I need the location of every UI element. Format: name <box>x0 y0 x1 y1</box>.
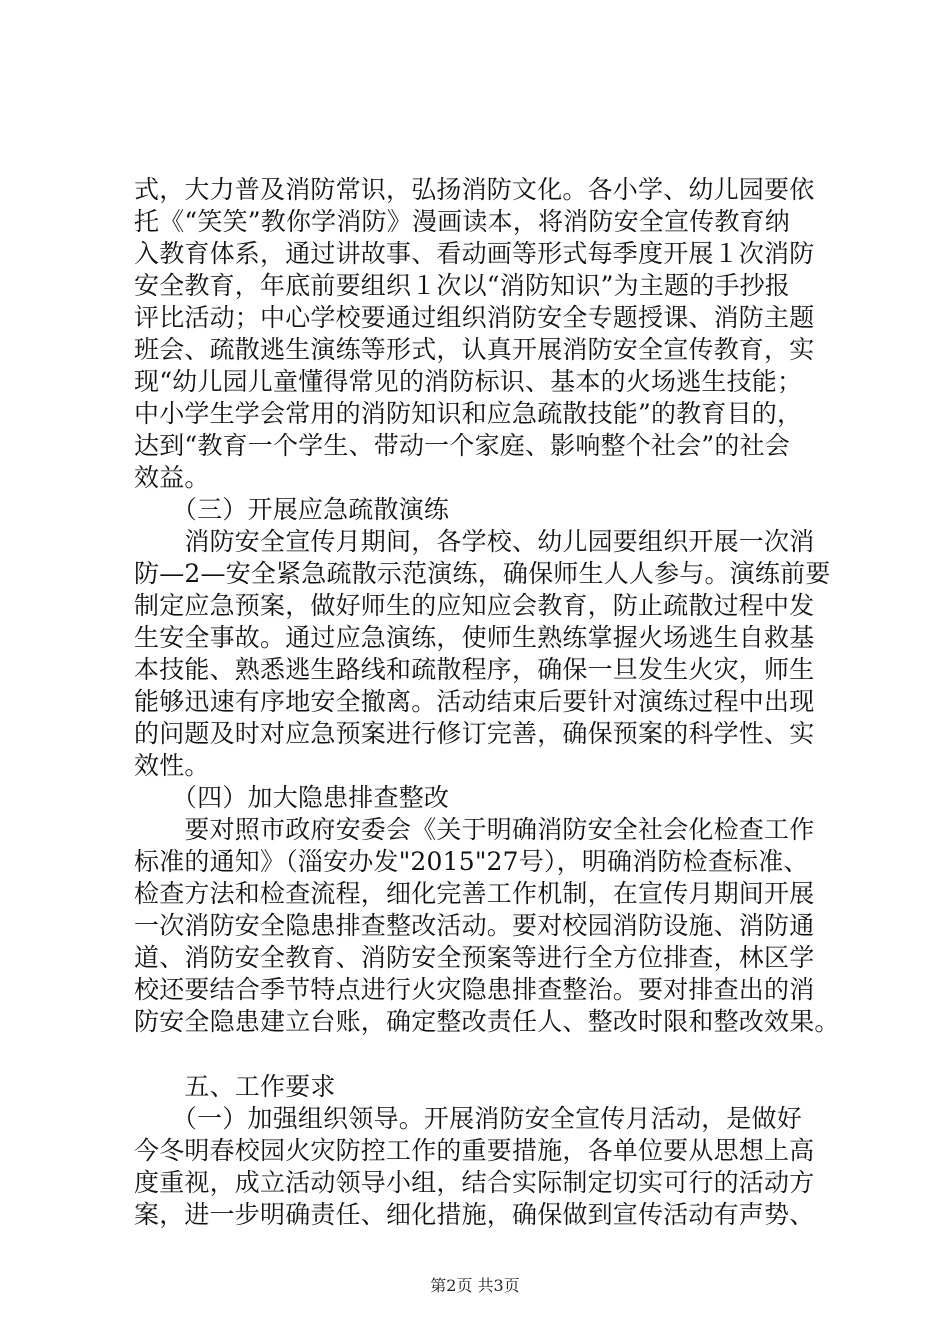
text-line: 检查方法和检查流程，细化完善工作机制，在宣传月期间开展 <box>134 879 815 908</box>
text-line: 式，大力普及消防常识，弘扬消防文化。各小学、幼儿园要依 <box>134 175 815 204</box>
text-line: 校还要结合季节特点进行火灾隐患排查整治。要对排查出的消 <box>134 975 815 1004</box>
text-line: 入教育体系，通过讲故事、看动画等形式每季度开展１次消防 <box>134 239 815 268</box>
text-line: 安全教育，年底前要组织１次以“消防知识”为主题的手抄报 <box>134 271 790 300</box>
paragraph-gap <box>134 1038 834 1071</box>
section-heading: （四）加大隐患排查整改 <box>134 783 450 812</box>
text-line: 防安全隐患建立台账，确定整改责任人、整改时限和整改效果。 <box>134 1007 840 1036</box>
text-line: 达到“教育一个学生、带动一个家庭、影响整个社会”的社会 <box>134 431 790 460</box>
text-line: （一）加强组织领导。开展消防安全宣传月活动，是做好 <box>134 1104 802 1133</box>
text-line: 防—2—安全紧急疏散示范演练，确保师生人人参与。演练前要 <box>134 559 831 588</box>
section-heading: （三）开展应急疏散演练 <box>134 495 450 524</box>
text-line: 本技能、熟悉逃生路线和疏散程序，确保一旦发生火灾，师生 <box>134 655 815 684</box>
text-line: 案，进一步明确责任、细化措施，确保做到宣传活动有声势、 <box>134 1200 815 1229</box>
text-line: 道、消防安全教育、消防安全预案等进行全方位排查，林区学 <box>134 943 815 972</box>
text-line: 生安全事故。通过应急演练，使师生熟练掌握火场逃生自救基 <box>134 623 815 652</box>
text-line: 托《“笑笑”教你学消防》漫画读本，将消防安全宣传教育纳 <box>134 207 790 236</box>
text-line: 标准的通知》（淄安办发"2015"27号），明确消防检查标准、 <box>134 847 809 876</box>
text-line: 制定应急预案，做好师生的应知应会教育，防止疏散过程中发 <box>134 591 815 620</box>
text-line: 班会、疏散逃生演练等形式，认真开展消防安全宣传教育，实 <box>134 335 815 364</box>
text-line: 的问题及时对应急预案进行修订完善，确保预案的科学性、实 <box>134 719 815 748</box>
text-line: 效益。 <box>134 463 210 492</box>
text-line: 度重视，成立活动领导小组，结合实际制定切实可行的活动方 <box>134 1168 815 1197</box>
text-line: 效性。 <box>134 751 210 780</box>
text-line: 消防安全宣传月期间，各学校、幼儿园要组织开展一次消 <box>134 527 815 556</box>
text-line: 中小学生学会常用的消防知识和应急疏散技能”的教育目的， <box>134 399 803 428</box>
text-line: 评比活动；中心学校要通过组织消防安全专题授课、消防主题 <box>134 303 815 332</box>
text-line: 今冬明春校园火灾防控工作的重要措施，各单位要从思想上高 <box>134 1136 815 1165</box>
document-body <box>134 174 840 1231</box>
page-footer: 第2页 共3页 <box>430 1276 520 1295</box>
text-line: 要对照市政府安委会《关于明确消防安全社会化检查工作 <box>134 815 815 844</box>
text-line: 一次消防安全隐患排查整改活动。要对校园消防设施、消防通 <box>134 911 815 940</box>
text-line: 能够迅速有序地安全撤离。活动结束后要针对演练过程中出现 <box>134 687 815 716</box>
text-line: 现“幼儿园儿童懂得常见的消防标识、基本的火场逃生技能； <box>134 367 803 396</box>
section-heading: 五、工作要求 <box>134 1072 336 1101</box>
